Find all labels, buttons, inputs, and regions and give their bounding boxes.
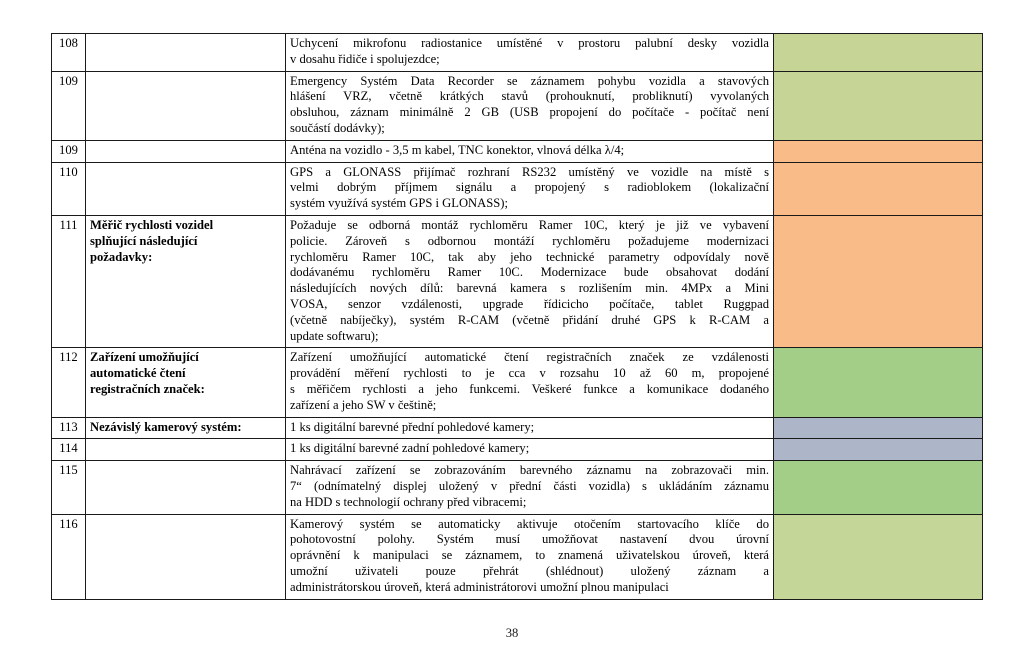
table-row <box>52 514 983 599</box>
description-line: (včetně nabíječky), systém R-CAM (včetně přidání druhé GPS k R-CAM a <box>290 312 769 327</box>
category-line: automatické čtení <box>90 366 186 381</box>
table-row <box>52 162 983 215</box>
table-row <box>52 215 983 347</box>
description-line: v dosahu řidiče i spolujezdce; <box>290 51 440 66</box>
category-line: požadavky: <box>90 249 153 264</box>
row-category <box>86 417 286 439</box>
row-category <box>86 514 286 599</box>
row-description <box>286 461 774 514</box>
description-line: 7“ (odnímatelný displej uložený v přední části vozidla) s ukládáním záznamu <box>290 478 769 493</box>
row-number: 115 <box>52 461 86 514</box>
row-status-color <box>774 34 983 72</box>
table-row <box>52 439 983 461</box>
row-status-color <box>774 417 983 439</box>
row-category <box>86 34 286 72</box>
row-category <box>86 215 286 347</box>
row-status-color <box>774 514 983 599</box>
row-description <box>286 439 774 461</box>
row-status-color <box>774 215 983 347</box>
row-description <box>286 71 774 140</box>
description-line: policie. Zároveň s odbornou montáží rychloměru požadujeme modernizaci <box>290 233 769 248</box>
category-line: Nezávislý kamerový systém: <box>90 419 242 434</box>
description-line: dodávanému rychloměru Ramer 10C. Modernizace bude obsahovat dodání <box>290 265 769 280</box>
row-category <box>86 71 286 140</box>
description-line: VOSA, senzor vzdálenosti, upgrade řídicicho počítače, tablet Ruggpad <box>290 296 769 311</box>
row-number: 110 <box>52 162 86 215</box>
row-category <box>86 140 286 162</box>
row-description <box>286 140 774 162</box>
description-line: s měřičem rychlosti a jeho funkcemi. Veškeré funkce a komunikace dodaného <box>290 381 769 396</box>
row-description <box>286 34 774 72</box>
row-number: 116 <box>52 514 86 599</box>
description-line: na HDD s technologií ochrany před vibracemi; <box>290 494 527 509</box>
description-line: Anténa na vozidlo - 3,5 m kabel, TNC konektor, vlnová délka λ/4; <box>290 142 625 157</box>
table-row <box>52 348 983 417</box>
row-status-color <box>774 439 983 461</box>
table-row <box>52 34 983 72</box>
description-line: Zařízení umožňující automatické čtení registračních značek ze vzdálenosti <box>290 350 769 365</box>
row-description <box>286 417 774 439</box>
description-line: systém využívá systém GPS i GLONASS); <box>290 196 508 211</box>
table-row <box>52 461 983 514</box>
description-line: update softwaru); <box>290 328 379 343</box>
row-category <box>86 439 286 461</box>
category-line: Měřič rychlosti vozidel <box>90 217 214 232</box>
row-status-color <box>774 71 983 140</box>
row-number: 111 <box>52 215 86 347</box>
page-number: 38 <box>505 626 519 640</box>
description-line: velmi dobrým příjmem signálu a propojený s radioblokem (lokalizační <box>290 180 769 195</box>
category-line: splňující následující <box>90 233 198 248</box>
description-line: Nahrávací zařízení se zobrazováním barevného záznamu na zobrazovači min. <box>290 463 769 478</box>
row-description <box>286 348 774 417</box>
row-status-color <box>774 140 983 162</box>
description-line: obsluhou, záznam minimálně 2 GB (USB propojení do počítače - počítač není <box>290 105 769 120</box>
row-description <box>286 514 774 599</box>
requirements-table <box>51 33 983 600</box>
row-number: 114 <box>52 439 86 461</box>
row-status-color <box>774 461 983 514</box>
row-status-color <box>774 162 983 215</box>
description-line: umožní uživateli pouze přehrát (shlédnout) uložený záznam a <box>290 563 769 578</box>
category-line: registračních značek: <box>90 381 205 396</box>
description-line: provádění měření rychlosti to je cca v rozsahu 10 až 60 m, propojené <box>290 366 769 381</box>
row-description <box>286 162 774 215</box>
row-number: 108 <box>52 34 86 72</box>
row-description <box>286 215 774 347</box>
row-category <box>86 461 286 514</box>
table-row <box>52 417 983 439</box>
row-number: 112 <box>52 348 86 417</box>
row-number: 113 <box>52 417 86 439</box>
table-body <box>52 34 983 600</box>
description-line: zařízení a jeho SW v češtině; <box>290 397 437 412</box>
category-line: Zařízení umožňující <box>90 350 199 365</box>
row-number: 109 <box>52 71 86 140</box>
row-number: 109 <box>52 140 86 162</box>
description-line: rychloměru Ramer 10C, tak aby jeho technické parametry odpovídaly nově <box>290 249 769 264</box>
row-status-color <box>774 348 983 417</box>
row-category <box>86 162 286 215</box>
row-category <box>86 348 286 417</box>
table-row <box>52 71 983 140</box>
description-line: Kamerový systém se automaticky aktivuje otočením startovacího klíče do <box>290 516 769 531</box>
description-line: hlášení VRZ, včetně krátkých stavů (prohouknutí, probliknutí) vyvolaných <box>290 89 769 104</box>
description-line: oprávnění k manipulaci se záznamem, to znamená uživatelskou úroveň, která <box>290 548 769 563</box>
description-line: Emergency Systém Data Recorder se záznamem pohybu vozidla a stavových <box>290 73 769 88</box>
description-line: GPS a GLONASS přijímač rozhraní RS232 umístěný ve vozidle na místě s <box>290 164 769 179</box>
description-line: 1 ks digitální barevné přední pohledové kamery; <box>290 419 535 434</box>
description-line: Požaduje se odborná montáž rychloměru Ramer 10C, který je již ve vybavení <box>290 217 769 232</box>
description-line: součástí dodávky); <box>290 120 385 135</box>
description-line: 1 ks digitální barevné zadní pohledové kamery; <box>290 441 530 456</box>
table-row <box>52 140 983 162</box>
description-line: následujících nových dílů: barevná kamera s rozlišením min. 4MPx a Mini <box>290 281 769 296</box>
description-line: pohotovostní polohy. Systém musí umožňovat nastavení dvou úrovní <box>290 532 769 547</box>
description-line: administrátorskou úroveň, která administrátorovi umožní plnou manipulaci <box>290 579 669 594</box>
description-line: Uchycení mikrofonu radiostanice umístěné v prostoru palubní desky vozidla <box>290 36 769 50</box>
